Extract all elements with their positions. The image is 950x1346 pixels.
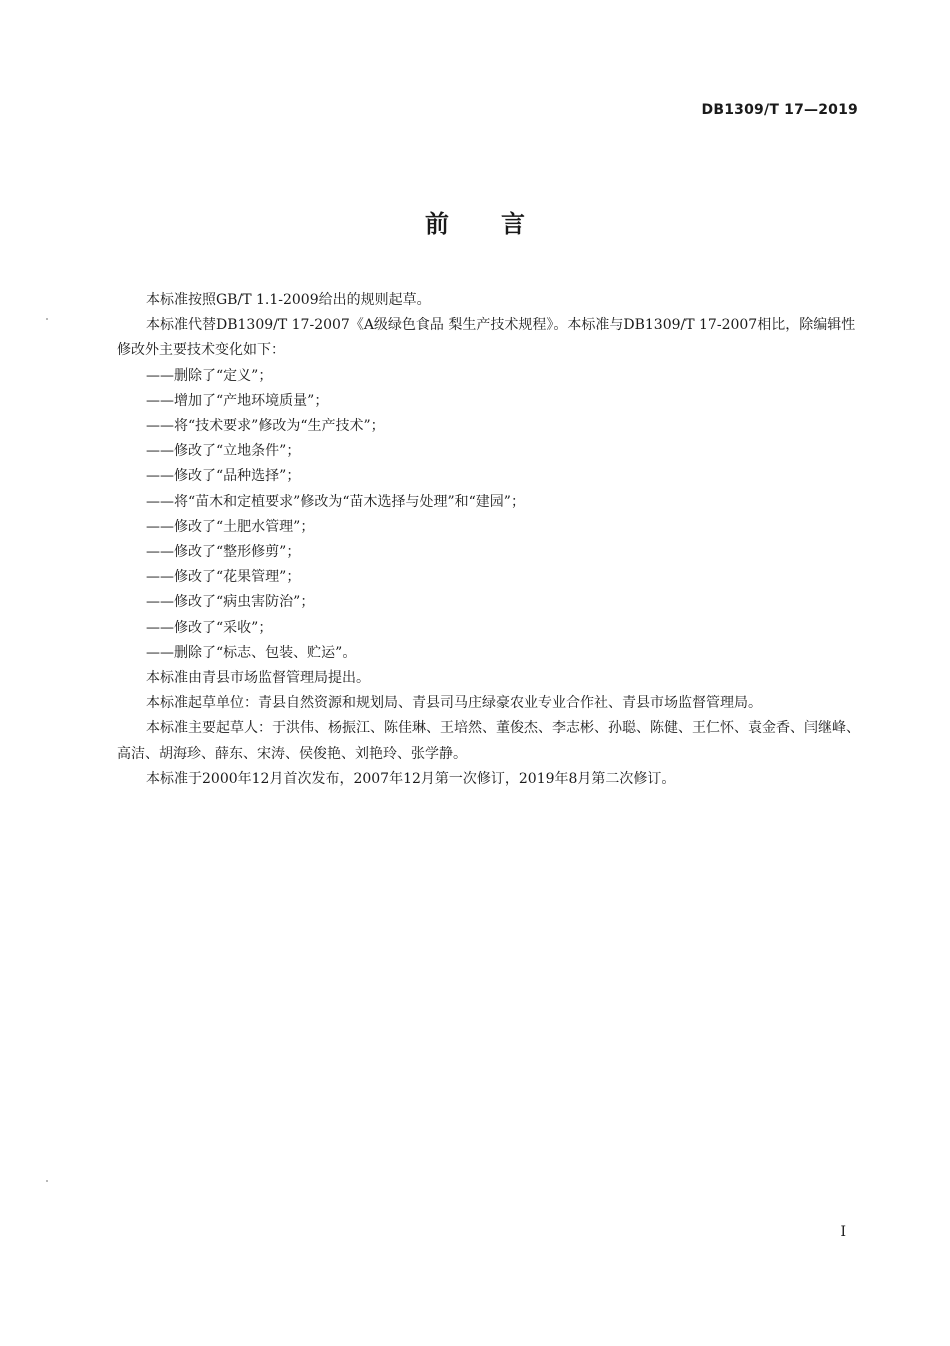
document-code: DB1309/T 17—2019 xyxy=(701,102,858,118)
scan-mark xyxy=(46,318,48,320)
change-item: ——修改了“立地条件”； xyxy=(146,443,301,460)
change-item: ——删除了“定义”； xyxy=(146,367,273,384)
paragraph-proposer: 本标准由青县市场监督管理局提出。 xyxy=(146,670,370,687)
page-number: I xyxy=(840,1224,846,1240)
foreword-body xyxy=(117,288,865,792)
change-item: ——修改了“土肥水管理”； xyxy=(146,518,315,535)
paragraph-drafters: 本标准主要起草人：于洪伟、杨振江、陈佳琳、王培然、董俊杰、李志彬、孙聪、陈健、王仁怀、袁金香、闫继峰、高洁、胡海珍、薛东、宋涛、侯俊艳、刘艳玲、张学静。 xyxy=(117,720,860,762)
change-item: ——修改了“病虫害防治”； xyxy=(146,594,315,611)
change-item: ——修改了“花果管理”； xyxy=(146,569,301,586)
page-title xyxy=(0,204,950,239)
change-item: ——删除了“标志、包装、贮运”。 xyxy=(146,644,357,661)
change-item: ——修改了“采收”； xyxy=(146,619,273,636)
change-item: ——修改了“整形修剪”； xyxy=(146,544,301,561)
change-item: ——增加了“产地环境质量”； xyxy=(146,392,329,409)
paragraph-history: 本标准于2000年12月首次发布，2007年12月第一次修订，2019年8月第二次修订。 xyxy=(146,770,676,787)
change-item: ——将“技术要求”修改为“生产技术”； xyxy=(146,418,385,435)
title-part-2: 言 xyxy=(501,210,525,238)
paragraph-replacement: 本标准代替DB1309/T 17-2007《A级绿色食品 梨生产技术规程》。本标准与DB1309/T 17-2007相比，除编辑性修改外主要技术变化如下： xyxy=(117,317,856,359)
title-part-1: 前 xyxy=(425,210,449,238)
change-item: ——修改了“品种选择”； xyxy=(146,468,301,485)
paragraph-drafting-rules: 本标准按照GB/T 1.1-2009给出的规则起草。 xyxy=(146,292,431,308)
change-item: ——将“苗木和定植要求”修改为“苗木选择与处理”和“建园”； xyxy=(146,493,525,510)
paragraph-drafting-units: 本标准起草单位：青县自然资源和规划局、青县司马庄绿豪农业专业合作社、青县市场监督管理局。 xyxy=(146,695,762,712)
scan-mark xyxy=(46,1180,48,1182)
